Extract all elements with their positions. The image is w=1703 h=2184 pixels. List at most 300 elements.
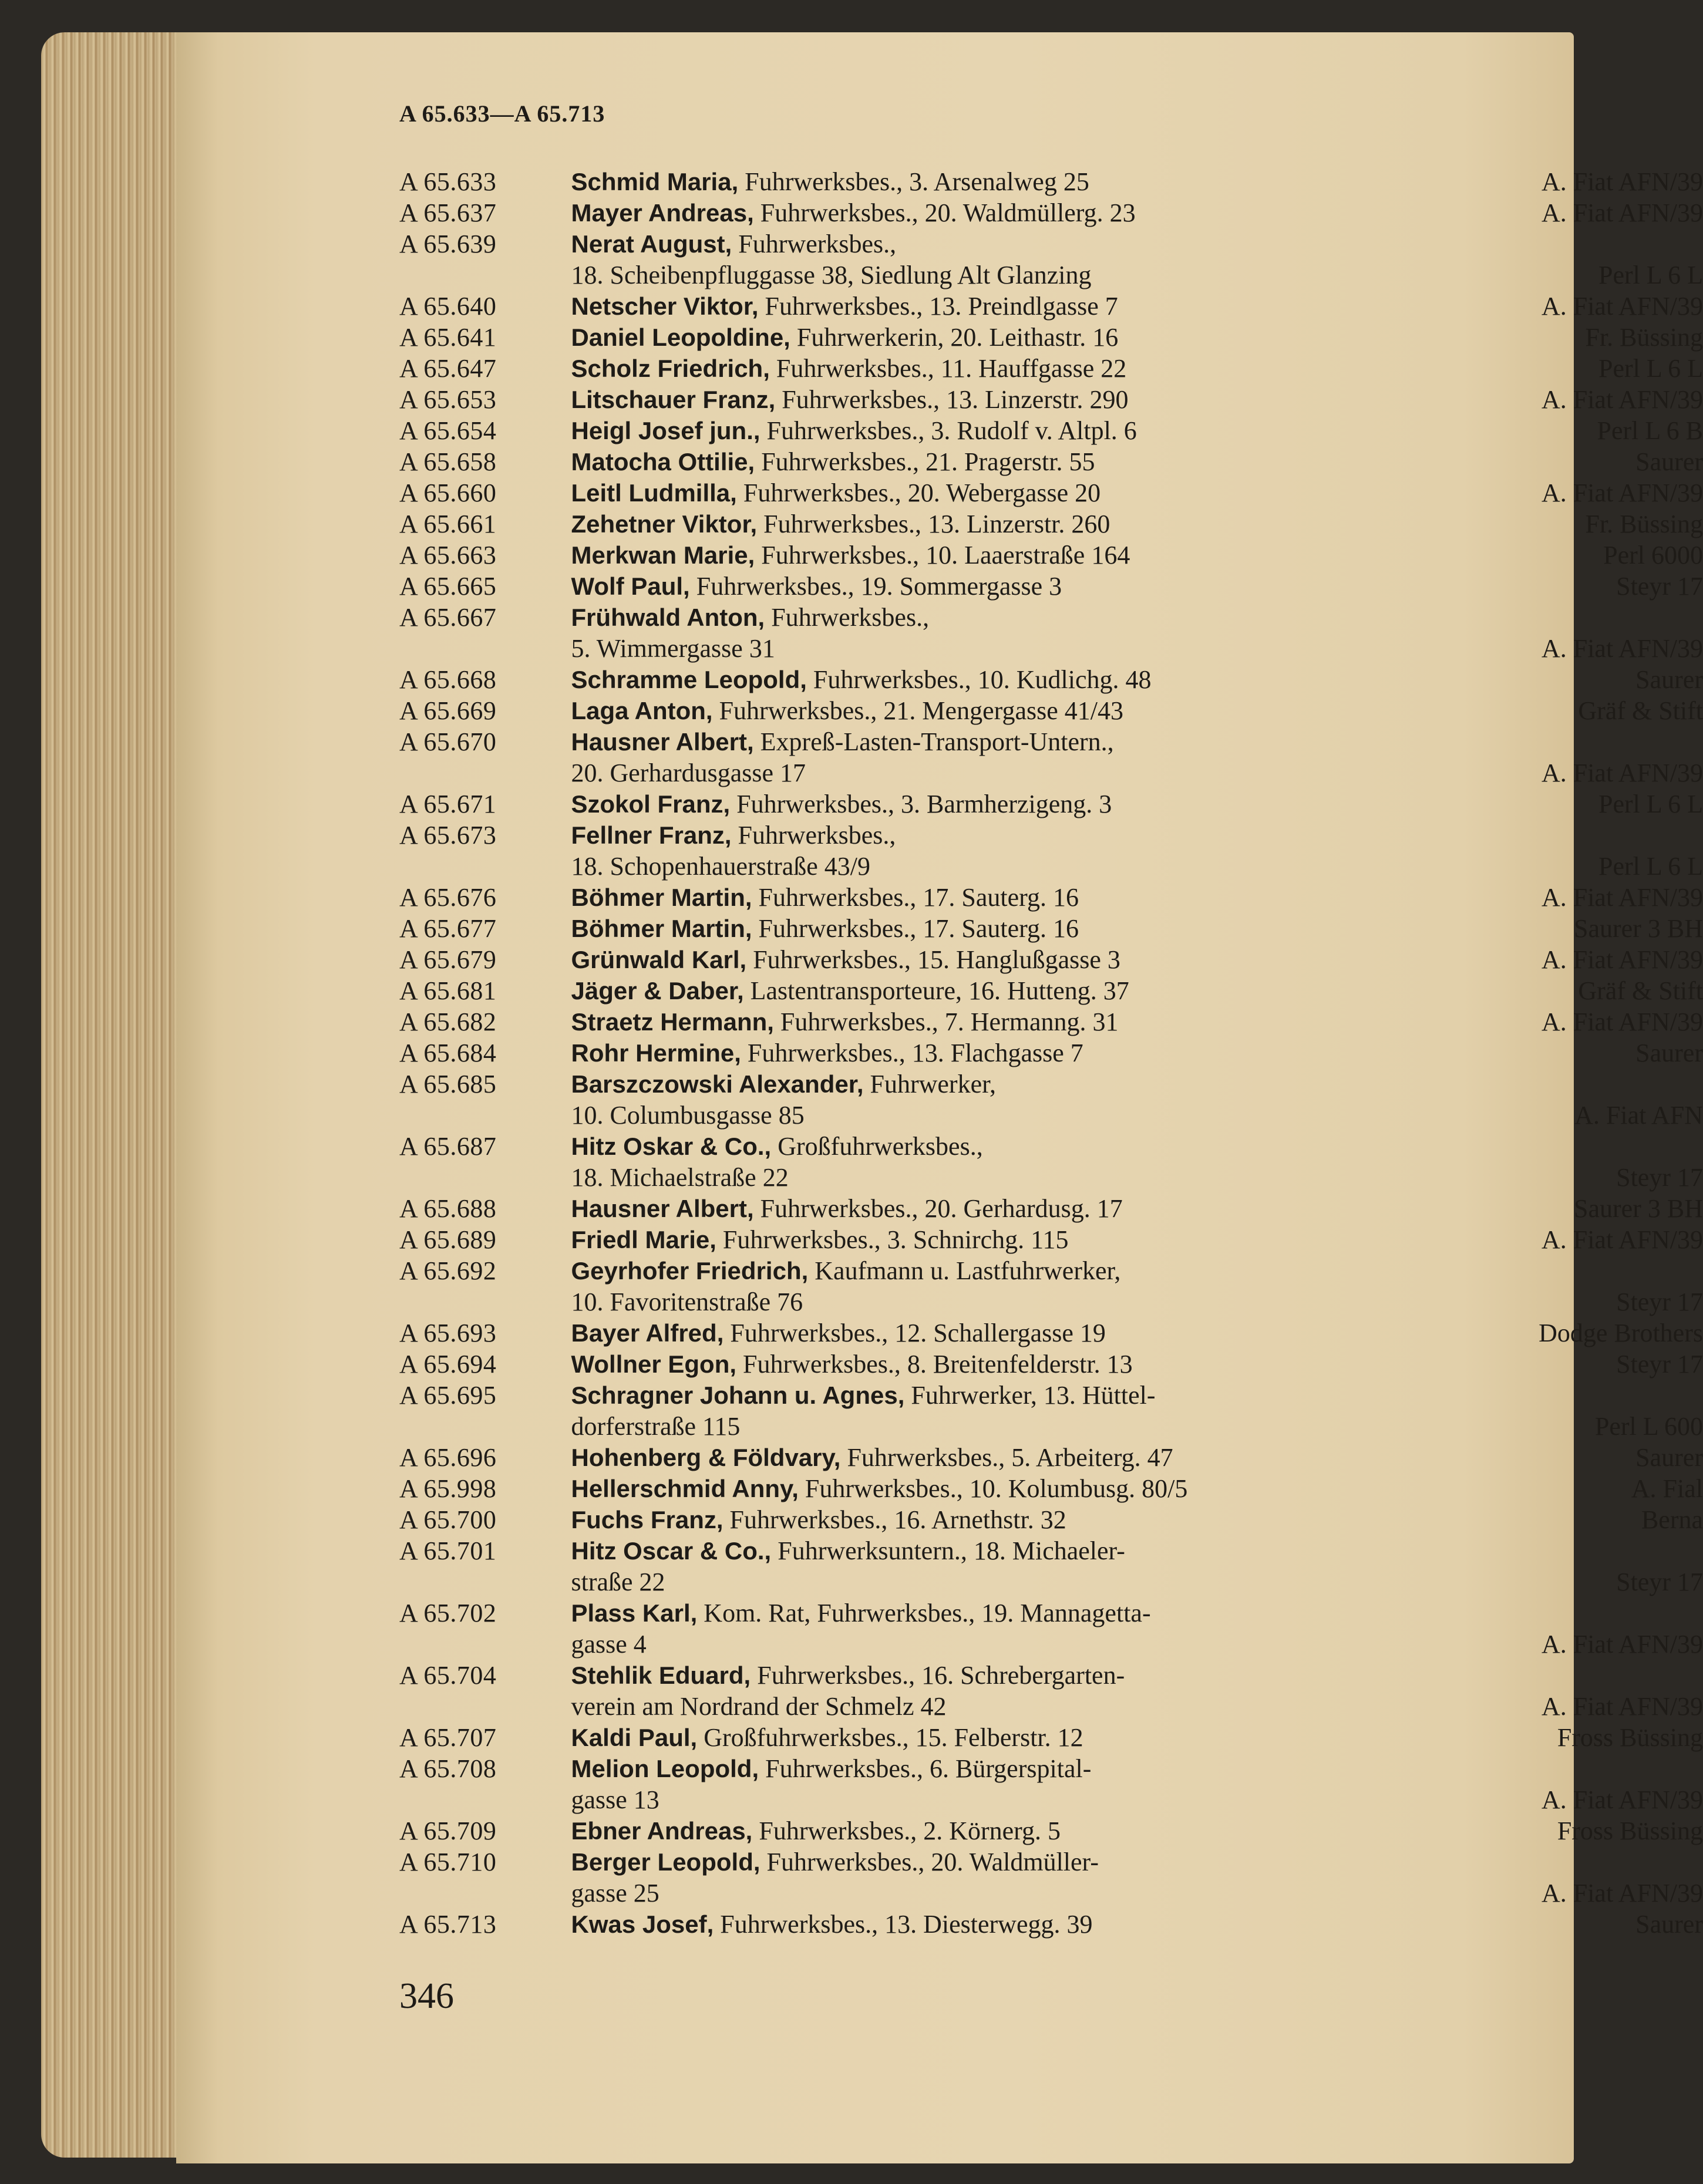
owner-name: Stehlik Eduard, bbox=[571, 1661, 751, 1689]
owner-details: Fuhrwerksbes., 20. Waldmüller- bbox=[766, 1848, 1099, 1876]
entry-text bbox=[571, 1255, 1539, 1286]
entry-text bbox=[571, 446, 1539, 477]
vehicle-make: A. Fiat AFN/39 bbox=[1541, 292, 1703, 321]
registry-entry-continuation bbox=[399, 851, 1703, 882]
entry-text bbox=[571, 1878, 1539, 1909]
vehicle-make: Gräf & Stift bbox=[1578, 976, 1703, 1005]
vehicle-make: Fr. Büssing bbox=[1585, 510, 1703, 538]
plate-number bbox=[399, 633, 571, 664]
owner-details: Lastentransporteure, 16. Hutteng. 37 bbox=[750, 976, 1129, 1005]
entry-text bbox=[571, 664, 1539, 695]
plate-number: A 65.707 bbox=[399, 1723, 497, 1752]
vehicle-make: A. Fiat AFN/39 bbox=[1541, 478, 1703, 507]
entry-text bbox=[571, 1442, 1539, 1473]
vehicle-make: A. Fiat AFN/39 bbox=[1541, 167, 1703, 196]
plate-number: A 65.633 bbox=[399, 167, 497, 196]
owner-name: Litschauer Franz, bbox=[571, 386, 776, 413]
plate-number bbox=[399, 1286, 571, 1317]
vehicle-make bbox=[1539, 1753, 1703, 1784]
plate-number: A 65.704 bbox=[399, 1661, 497, 1690]
owner-name: Geyrhofer Friedrich, bbox=[571, 1257, 809, 1285]
entry-text bbox=[571, 508, 1539, 540]
entry-text bbox=[571, 1162, 1539, 1193]
entry-text bbox=[571, 477, 1539, 508]
vehicle-make bbox=[1539, 726, 1703, 757]
registry-entry bbox=[399, 1753, 1703, 1784]
registry-entry bbox=[399, 1535, 1703, 1566]
registry-entry bbox=[399, 1380, 1703, 1411]
plate-number bbox=[399, 1566, 571, 1597]
owner-details: Fuhrwerksbes., 10. Laaerstraße 164 bbox=[761, 541, 1130, 569]
entry-text bbox=[571, 820, 1539, 851]
vehicle-make: Steyr 17 bbox=[1616, 1288, 1703, 1316]
owner-name: Fuchs Franz, bbox=[571, 1506, 723, 1533]
plate-number: A 65.702 bbox=[399, 1599, 497, 1627]
registry-entry bbox=[399, 415, 1703, 446]
entry-text bbox=[571, 1069, 1539, 1100]
entry-text bbox=[571, 1006, 1539, 1037]
owner-name: Hitz Oskar & Co., bbox=[571, 1133, 772, 1160]
entry-text bbox=[571, 1566, 1539, 1597]
vehicle-make: Steyr 17 bbox=[1616, 572, 1703, 601]
vehicle-make: Saurer bbox=[1635, 665, 1703, 694]
vehicle-make: Saurer 3 BH bbox=[1574, 1194, 1703, 1223]
vehicle-make: A. Fiat AFN/39 bbox=[1541, 1007, 1703, 1036]
owner-details: Fuhrwerksbes., 13. Diesterwegg. 39 bbox=[720, 1910, 1093, 1939]
owner-details: Fuhrwerksbes., 16. Schrebergarten- bbox=[757, 1661, 1125, 1690]
plate-number: A 65.673 bbox=[399, 821, 497, 850]
vehicle-make: Saurer bbox=[1635, 1910, 1703, 1939]
vehicle-make: Berna bbox=[1641, 1505, 1703, 1534]
owner-name: Zehetner Viktor, bbox=[571, 510, 758, 538]
vehicle-make: A. Fiat AFN/39 bbox=[1541, 1225, 1703, 1254]
registry-entry bbox=[399, 1255, 1703, 1286]
owner-details: Fuhrwerksbes., 13. Preindlgasse 7 bbox=[765, 292, 1118, 321]
entry-text bbox=[571, 1722, 1539, 1753]
plate-number bbox=[399, 757, 571, 788]
plate-number bbox=[399, 1629, 571, 1660]
vehicle-make: Saurer bbox=[1635, 1443, 1703, 1472]
registry-entry-continuation bbox=[399, 1691, 1703, 1722]
owner-details: Kaufmann u. Lastfuhrwerker, bbox=[815, 1256, 1121, 1285]
vehicle-make: A. Fiat AFN/39 bbox=[1541, 198, 1703, 227]
registry-entry bbox=[399, 913, 1703, 944]
entry-text bbox=[571, 633, 1539, 664]
vehicle-make bbox=[1539, 1255, 1703, 1286]
owner-details: Fuhrwerksbes., 8. Breitenfelderstr. 13 bbox=[743, 1350, 1133, 1379]
registry-entry bbox=[399, 322, 1703, 353]
registry-entry bbox=[399, 1846, 1703, 1878]
owner-name: Ebner Andreas, bbox=[571, 1817, 753, 1845]
owner-details: verein am Nordrand der Schmelz 42 bbox=[571, 1692, 947, 1721]
owner-details: 10. Favoritenstraße 76 bbox=[571, 1288, 803, 1316]
owner-name: Matocha Ottilie, bbox=[571, 448, 755, 476]
entry-text bbox=[571, 975, 1539, 1006]
owner-details: dorferstraße 115 bbox=[571, 1412, 741, 1441]
registry-entry bbox=[399, 1349, 1703, 1380]
owner-name: Hausner Albert, bbox=[571, 728, 754, 756]
registry-entry bbox=[399, 882, 1703, 913]
entry-text bbox=[571, 788, 1539, 820]
entry-text bbox=[571, 1286, 1539, 1317]
owner-details: straße 22 bbox=[571, 1568, 665, 1596]
entry-text bbox=[571, 851, 1539, 882]
vehicle-make: Perl L 6 L bbox=[1598, 852, 1703, 881]
registry-entry-continuation bbox=[399, 259, 1703, 291]
plate-number: A 65.676 bbox=[399, 883, 497, 912]
owner-details: Fuhrwerksbes., 13. Linzerstr. 260 bbox=[763, 510, 1110, 538]
entry-text bbox=[571, 1473, 1539, 1504]
owner-details: Fuhrwerkerin, 20. Leithastr. 16 bbox=[796, 323, 1119, 352]
running-header: A 65.633—A 65.713 bbox=[399, 100, 605, 127]
registry-entry bbox=[399, 446, 1703, 477]
plate-number: A 65.700 bbox=[399, 1505, 497, 1534]
owner-name: Netscher Viktor, bbox=[571, 292, 759, 320]
registry-entry bbox=[399, 788, 1703, 820]
plate-number bbox=[399, 1691, 571, 1722]
registry-entry-continuation bbox=[399, 1100, 1703, 1131]
entry-text bbox=[571, 695, 1539, 726]
entry-text bbox=[571, 913, 1539, 944]
plate-number: A 65.668 bbox=[399, 665, 497, 694]
owner-details: Expreß-Lasten-Transport-Untern., bbox=[760, 727, 1114, 756]
owner-details: Fuhrwerksbes., bbox=[738, 821, 896, 850]
plate-number: A 65.998 bbox=[399, 1474, 497, 1503]
vehicle-make: Dodge Brothers bbox=[1539, 1319, 1703, 1347]
vehicle-make: Fr. Büssing bbox=[1585, 323, 1703, 352]
owner-name: Nerat August, bbox=[571, 230, 732, 258]
registry-entry-continuation bbox=[399, 1878, 1703, 1909]
vehicle-make bbox=[1539, 1660, 1703, 1691]
plate-number: A 65.695 bbox=[399, 1381, 497, 1410]
registry-entry bbox=[399, 508, 1703, 540]
owner-details: Fuhrwerksbes., 21. Mengergasse 41/43 bbox=[719, 696, 1124, 725]
registry-entry bbox=[399, 1317, 1703, 1349]
vehicle-make: Gräf & Stift bbox=[1578, 696, 1703, 725]
registry-entry bbox=[399, 1193, 1703, 1224]
entry-text bbox=[571, 1317, 1539, 1349]
entry-text bbox=[571, 1349, 1539, 1380]
owner-name: Kaldi Paul, bbox=[571, 1724, 698, 1751]
entry-text bbox=[571, 1380, 1539, 1411]
owner-details: Fuhrwerksuntern., 18. Michaeler- bbox=[778, 1536, 1125, 1565]
registry-entry bbox=[399, 1442, 1703, 1473]
registry-entry bbox=[399, 1722, 1703, 1753]
owner-details: Fuhrwerksbes., 5. Arbeiterg. 47 bbox=[847, 1443, 1173, 1472]
owner-name: Laga Anton, bbox=[571, 697, 713, 724]
registry-list bbox=[399, 166, 1703, 1940]
entry-text bbox=[571, 1193, 1539, 1224]
owner-name: Schragner Johann u. Agnes, bbox=[571, 1381, 905, 1409]
entry-text bbox=[571, 1660, 1539, 1691]
entry-text bbox=[571, 1597, 1539, 1629]
plate-number: A 65.709 bbox=[399, 1816, 497, 1845]
owner-details: gasse 4 bbox=[571, 1630, 647, 1659]
entry-text bbox=[571, 415, 1539, 446]
registry-entry bbox=[399, 944, 1703, 975]
registry-entry bbox=[399, 1224, 1703, 1255]
plate-number: A 65.654 bbox=[399, 416, 497, 445]
owner-details: Großfuhrwerksbes., 15. Felberstr. 12 bbox=[704, 1723, 1083, 1752]
plate-number: A 65.685 bbox=[399, 1070, 497, 1098]
entry-text bbox=[571, 1629, 1539, 1660]
owner-details: Fuhrwerksbes., 3. Barmherzigeng. 3 bbox=[736, 790, 1112, 818]
vehicle-make bbox=[1539, 1535, 1703, 1566]
entry-text bbox=[571, 1846, 1539, 1878]
owner-details: gasse 25 bbox=[571, 1879, 659, 1907]
owner-details: Fuhrwerksbes., 3. Arsenalweg 25 bbox=[745, 167, 1089, 196]
plate-number: A 65.682 bbox=[399, 1007, 497, 1036]
owner-details: 5. Wimmergasse 31 bbox=[571, 634, 775, 663]
plate-number bbox=[399, 1878, 571, 1909]
owner-name: Plass Karl, bbox=[571, 1599, 698, 1627]
registry-entry bbox=[399, 1037, 1703, 1069]
owner-name: Rohr Hermine, bbox=[571, 1039, 741, 1067]
plate-number: A 65.689 bbox=[399, 1225, 497, 1254]
entry-text bbox=[571, 1411, 1539, 1442]
owner-details: Fuhrwerksbes., 19. Sommergasse 3 bbox=[696, 572, 1062, 601]
vehicle-make bbox=[1539, 1597, 1703, 1629]
entry-text bbox=[571, 1691, 1539, 1722]
entry-text bbox=[571, 882, 1539, 913]
plate-number: A 65.661 bbox=[399, 510, 497, 538]
registry-entry bbox=[399, 540, 1703, 571]
vehicle-make: A. Fial bbox=[1631, 1474, 1703, 1503]
vehicle-make: A. Fiat AFN/39 bbox=[1541, 1785, 1703, 1814]
entry-text bbox=[571, 1535, 1539, 1566]
registry-entry bbox=[399, 477, 1703, 508]
owner-details: Fuhrwerksbes., 11. Hauffgasse 22 bbox=[776, 354, 1127, 383]
entry-text bbox=[571, 1504, 1539, 1535]
registry-entry-continuation bbox=[399, 757, 1703, 788]
owner-name: Scholz Friedrich, bbox=[571, 355, 770, 382]
registry-entry bbox=[399, 1473, 1703, 1504]
plate-number bbox=[399, 851, 571, 882]
registry-entry bbox=[399, 1815, 1703, 1846]
plate-number: A 65.713 bbox=[399, 1910, 497, 1939]
plate-number: A 65.692 bbox=[399, 1256, 497, 1285]
owner-details: Fuhrwerksbes., 21. Pragerstr. 55 bbox=[761, 447, 1095, 476]
entry-text bbox=[571, 602, 1539, 633]
plate-number: A 65.658 bbox=[399, 447, 497, 476]
entry-text bbox=[571, 291, 1539, 322]
owner-name: Szokol Franz, bbox=[571, 790, 731, 818]
owner-name: Grünwald Karl, bbox=[571, 946, 747, 973]
registry-entry-continuation bbox=[399, 633, 1703, 664]
plate-number: A 65.684 bbox=[399, 1039, 497, 1067]
plate-number: A 65.647 bbox=[399, 354, 497, 383]
entry-text bbox=[571, 259, 1539, 291]
vehicle-make: Perl L 6 L bbox=[1598, 354, 1703, 383]
vehicle-make: Fross Büssing bbox=[1557, 1723, 1703, 1752]
registry-entry bbox=[399, 1504, 1703, 1535]
owner-name: Wollner Egon, bbox=[571, 1350, 737, 1378]
plate-number: A 65.639 bbox=[399, 230, 497, 258]
owner-details: Fuhrwerksbes., 15. Hanglußgasse 3 bbox=[753, 945, 1120, 974]
vehicle-make: A. Fiat AFN/39 bbox=[1541, 634, 1703, 663]
registry-entry bbox=[399, 384, 1703, 415]
entry-text bbox=[571, 197, 1539, 228]
registry-entry-continuation bbox=[399, 1286, 1703, 1317]
registry-entry-continuation bbox=[399, 1411, 1703, 1442]
vehicle-make bbox=[1539, 1380, 1703, 1411]
registry-entry-continuation bbox=[399, 1629, 1703, 1660]
plate-number: A 65.679 bbox=[399, 945, 497, 974]
vehicle-make: Perl L 6 L bbox=[1598, 261, 1703, 289]
owner-name: Daniel Leopoldine, bbox=[571, 323, 790, 351]
vehicle-make: Fross Büssing bbox=[1557, 1816, 1703, 1845]
owner-details: 18. Schopenhauerstraße 43/9 bbox=[571, 852, 871, 881]
registry-entry bbox=[399, 1131, 1703, 1162]
vehicle-make: A. Fiat AFN/39 bbox=[1541, 1630, 1703, 1659]
plate-number: A 65.640 bbox=[399, 292, 497, 321]
entry-text bbox=[571, 571, 1539, 602]
entry-text bbox=[571, 1224, 1539, 1255]
owner-name: Hohenberg & Földvary, bbox=[571, 1444, 841, 1471]
entry-text bbox=[571, 384, 1539, 415]
vehicle-make: Perl 6000 bbox=[1603, 541, 1703, 569]
entry-text bbox=[571, 1815, 1539, 1846]
owner-details: Fuhrwerksbes., 2. Körnerg. 5 bbox=[759, 1816, 1061, 1845]
plate-number: A 65.710 bbox=[399, 1848, 497, 1876]
vehicle-make bbox=[1539, 602, 1703, 633]
registry-entry bbox=[399, 1660, 1703, 1691]
owner-name: Hellerschmid Anny, bbox=[571, 1475, 799, 1502]
vehicle-make: A. Fiat AFN/39 bbox=[1541, 385, 1703, 414]
owner-name: Melion Leopold, bbox=[571, 1755, 759, 1782]
owner-details: Fuhrwerksbes., bbox=[738, 230, 897, 258]
owner-details: Fuhrwerksbes., 6. Bürgerspital- bbox=[765, 1754, 1092, 1783]
registry-entry-continuation bbox=[399, 1566, 1703, 1597]
owner-details: Fuhrwerksbes., 3. Rudolf v. Altpl. 6 bbox=[766, 416, 1137, 445]
registry-entry bbox=[399, 1597, 1703, 1629]
owner-details: Großfuhrwerksbes., bbox=[778, 1132, 983, 1161]
plate-number: A 65.701 bbox=[399, 1536, 497, 1565]
registry-entry-continuation bbox=[399, 1162, 1703, 1193]
vehicle-make bbox=[1539, 1069, 1703, 1100]
vehicle-make: Perl L 600 bbox=[1594, 1412, 1703, 1441]
registry-entry bbox=[399, 664, 1703, 695]
owner-name: Friedl Marie, bbox=[571, 1226, 716, 1253]
vehicle-make: A. Fiat AFN/39 bbox=[1541, 759, 1703, 787]
entry-text bbox=[571, 1131, 1539, 1162]
owner-name: Böhmer Martin, bbox=[571, 915, 752, 942]
owner-details: Fuhrwerksbes., 16. Arnethstr. 32 bbox=[729, 1505, 1066, 1534]
owner-name: Merkwan Marie, bbox=[571, 541, 755, 569]
plate-number: A 65.681 bbox=[399, 976, 497, 1005]
plate-number: A 65.694 bbox=[399, 1350, 497, 1379]
vehicle-make: Steyr 17 bbox=[1616, 1163, 1703, 1192]
entry-text bbox=[571, 1753, 1539, 1784]
plate-number: A 65.687 bbox=[399, 1132, 497, 1161]
registry-entry bbox=[399, 291, 1703, 322]
entry-text bbox=[571, 228, 1539, 259]
registry-entry bbox=[399, 1909, 1703, 1940]
owner-details: Fuhrwerksbes., bbox=[771, 603, 930, 632]
owner-name: Jäger & Daber, bbox=[571, 977, 744, 1005]
owner-name: Hitz Oscar & Co., bbox=[571, 1537, 772, 1565]
owner-details: Kom. Rat, Fuhrwerksbes., 19. Mannagetta- bbox=[704, 1599, 1151, 1627]
vehicle-make: Saurer 3 BH bbox=[1574, 914, 1703, 943]
book-page-edges bbox=[41, 32, 194, 2158]
registry-entry bbox=[399, 353, 1703, 384]
entry-text bbox=[571, 726, 1539, 757]
registry-entry bbox=[399, 975, 1703, 1006]
plate-number bbox=[399, 1411, 571, 1442]
entry-text bbox=[571, 757, 1539, 788]
registry-entry-continuation bbox=[399, 1784, 1703, 1815]
plate-number bbox=[399, 259, 571, 291]
plate-number: A 65.667 bbox=[399, 603, 497, 632]
owner-details: Fuhrwerksbes., 13. Linzerstr. 290 bbox=[782, 385, 1129, 414]
vehicle-make: A. Fiat AFN/39 bbox=[1541, 945, 1703, 974]
plate-number: A 65.677 bbox=[399, 914, 497, 943]
entry-text bbox=[571, 540, 1539, 571]
owner-details: Fuhrwerksbes., 20. Webergasse 20 bbox=[743, 478, 1101, 507]
owner-details: Fuhrwerksbes., 3. Schnirchg. 115 bbox=[722, 1225, 1069, 1254]
owner-details: Fuhrwerksbes., 20. Gerhardusg. 17 bbox=[760, 1194, 1123, 1223]
registry-entry bbox=[399, 1069, 1703, 1100]
owner-details: 10. Columbusgasse 85 bbox=[571, 1101, 805, 1130]
entry-text bbox=[571, 944, 1539, 975]
owner-name: Mayer Andreas, bbox=[571, 199, 754, 227]
plate-number: A 65.663 bbox=[399, 541, 497, 569]
owner-name: Kwas Josef, bbox=[571, 1910, 714, 1938]
plate-number: A 65.637 bbox=[399, 198, 497, 227]
entry-text bbox=[571, 1909, 1539, 1940]
vehicle-make bbox=[1539, 228, 1703, 259]
owner-name: Hausner Albert, bbox=[571, 1195, 754, 1222]
vehicle-make: Saurer bbox=[1635, 1039, 1703, 1067]
entry-text bbox=[571, 322, 1539, 353]
owner-details: Fuhrwerksbes., 20. Waldmüllerg. 23 bbox=[760, 198, 1136, 227]
owner-details: Fuhrwerksbes., 10. Kudlichg. 48 bbox=[813, 665, 1152, 694]
vehicle-make: Saurer bbox=[1635, 447, 1703, 476]
vehicle-make bbox=[1539, 1131, 1703, 1162]
owner-name: Straetz Hermann, bbox=[571, 1008, 774, 1036]
owner-details: Fuhrwerker, 13. Hüttel- bbox=[911, 1381, 1156, 1410]
plate-number: A 65.693 bbox=[399, 1319, 497, 1347]
plate-number: A 65.669 bbox=[399, 696, 497, 725]
plate-number: A 65.665 bbox=[399, 572, 497, 601]
registry-entry bbox=[399, 820, 1703, 851]
page-content bbox=[223, 0, 1703, 2184]
plate-number bbox=[399, 1100, 571, 1131]
owner-name: Schmid Maria, bbox=[571, 168, 739, 196]
registry-entry bbox=[399, 166, 1703, 197]
vehicle-make: Steyr 17 bbox=[1616, 1568, 1703, 1596]
entry-text bbox=[571, 1037, 1539, 1069]
plate-number bbox=[399, 1162, 571, 1193]
vehicle-make bbox=[1539, 820, 1703, 851]
owner-name: Frühwald Anton, bbox=[571, 604, 765, 631]
entry-text bbox=[571, 166, 1539, 197]
registry-entry bbox=[399, 695, 1703, 726]
owner-name: Bayer Alfred, bbox=[571, 1319, 724, 1347]
registry-entry bbox=[399, 571, 1703, 602]
vehicle-make: Perl L 6 B bbox=[1597, 416, 1703, 445]
owner-name: Barszczowski Alexander, bbox=[571, 1070, 864, 1098]
plate-number: A 65.641 bbox=[399, 323, 497, 352]
owner-details: Fuhrwerksbes., 12. Schallergasse 19 bbox=[730, 1319, 1106, 1347]
owner-details: 18. Scheibenpfluggasse 38, Siedlung Alt Glanzing bbox=[571, 261, 1092, 289]
owner-details: 20. Gerhardusgasse 17 bbox=[571, 759, 806, 787]
registry-entry bbox=[399, 726, 1703, 757]
vehicle-make: Perl L 6 L bbox=[1598, 790, 1703, 818]
owner-details: Fuhrwerksbes., 17. Sauterg. 16 bbox=[758, 883, 1079, 912]
owner-name: Leitl Ludmilla, bbox=[571, 479, 737, 507]
owner-name: Fellner Franz, bbox=[571, 821, 732, 849]
